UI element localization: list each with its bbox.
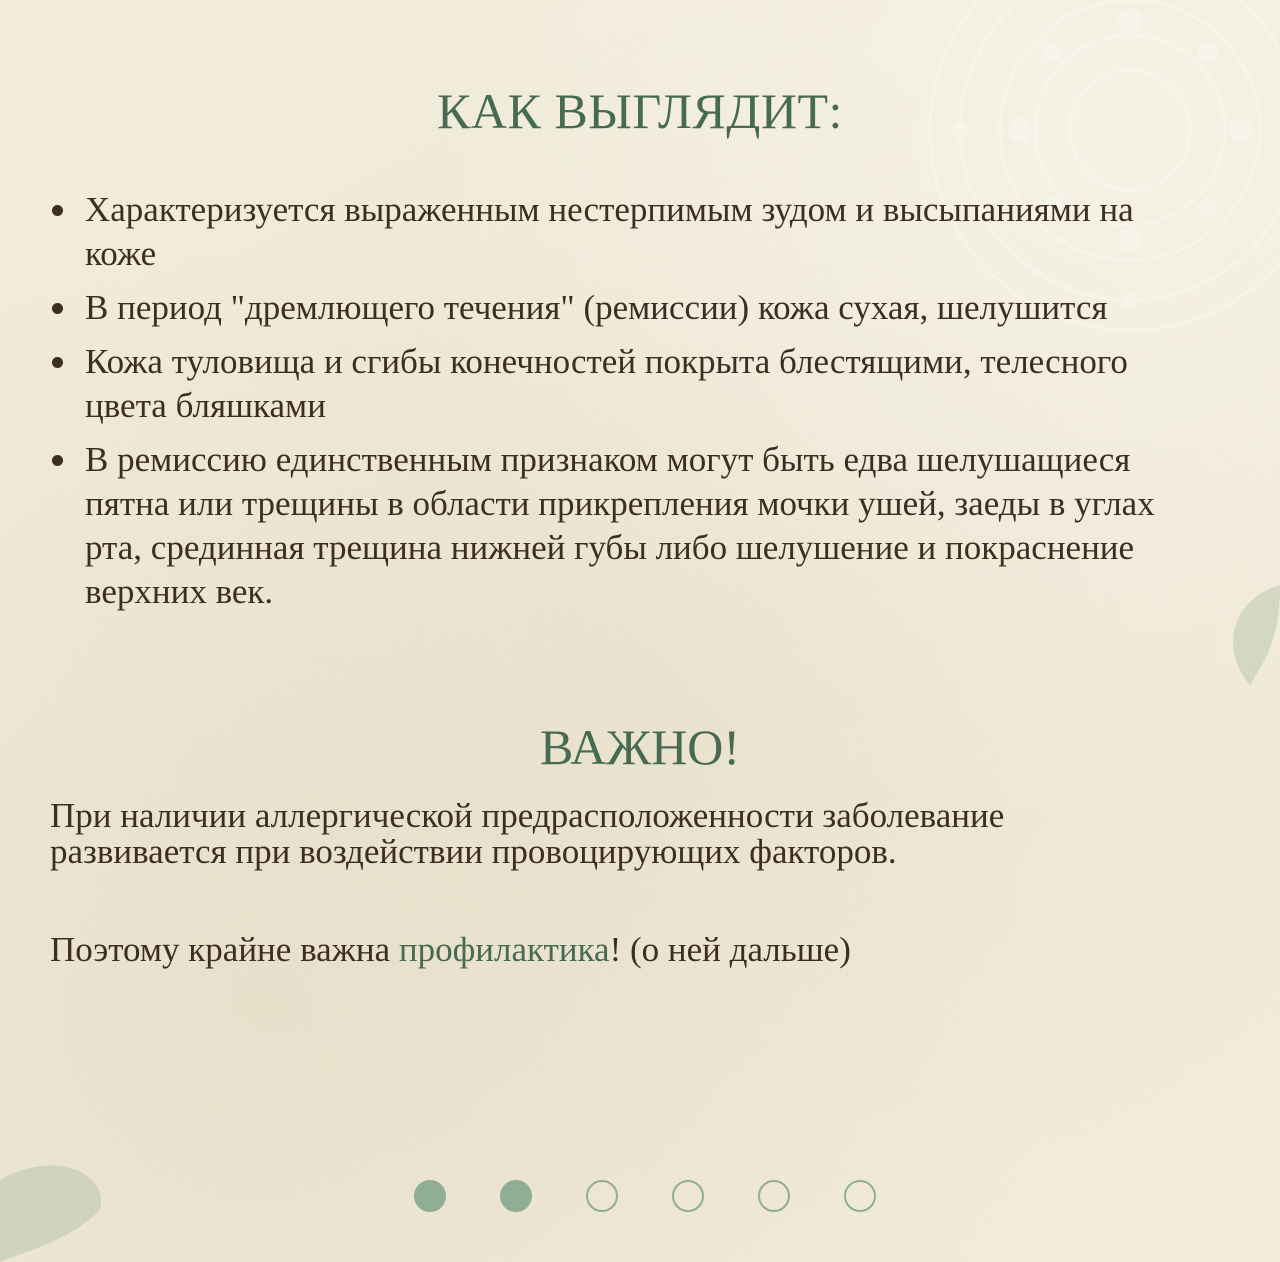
pagination-dot-6[interactable]: [844, 1180, 876, 1212]
bullet-icon: [52, 205, 63, 216]
list-item: [48, 438, 1178, 614]
bullet-icon: [52, 357, 63, 368]
pagination-dot-3[interactable]: [586, 1180, 618, 1212]
symptom-list: [48, 188, 1178, 624]
prevention-prefix: Поэтому крайне важна: [50, 930, 399, 969]
list-item: [48, 188, 1178, 276]
list-item: [48, 286, 1178, 330]
important-heading: ВАЖНО!: [540, 719, 740, 775]
pagination-dot-5[interactable]: [758, 1180, 790, 1212]
pagination-dot-1[interactable]: [414, 1180, 446, 1212]
list-item-text: Кожа туловища и сгибы конечностей покрыта блестящими, телесного цвета бляшками: [85, 342, 1128, 425]
prevention-highlight: профилактика: [398, 930, 610, 969]
section-heading: КАК ВЫГЛЯДИТ:: [437, 83, 843, 139]
bullet-icon: [52, 455, 63, 466]
list-item-text: Характеризуется выраженным нестерпимым зудом и высыпаниями на коже: [85, 190, 1134, 273]
list-item-text: В период "дремлющего течения" (ремиссии) кожа сухая, шелушится: [85, 288, 1108, 327]
pagination: [0, 1180, 1280, 1212]
bullet-icon: [52, 303, 63, 314]
list-item: [48, 340, 1178, 428]
list-item-text: В ремиссию единственным признаком могут быть едва шелушащиеся пятна или трещины в области прикрепления мочки ушей, заеды в углах рта, срединная трещина нижней губы либо шелушение и покраснение верхних век.: [85, 440, 1155, 611]
pagination-dot-2[interactable]: [500, 1180, 532, 1212]
prevention-paragraph: [50, 930, 1170, 970]
prevention-suffix: ! (о ней дальше): [609, 930, 851, 969]
predisposition-paragraph: При наличии аллергической предрасположенности заболевание развивается при воздействии провоцирующих факторов.: [50, 796, 1005, 871]
pagination-dot-4[interactable]: [672, 1180, 704, 1212]
